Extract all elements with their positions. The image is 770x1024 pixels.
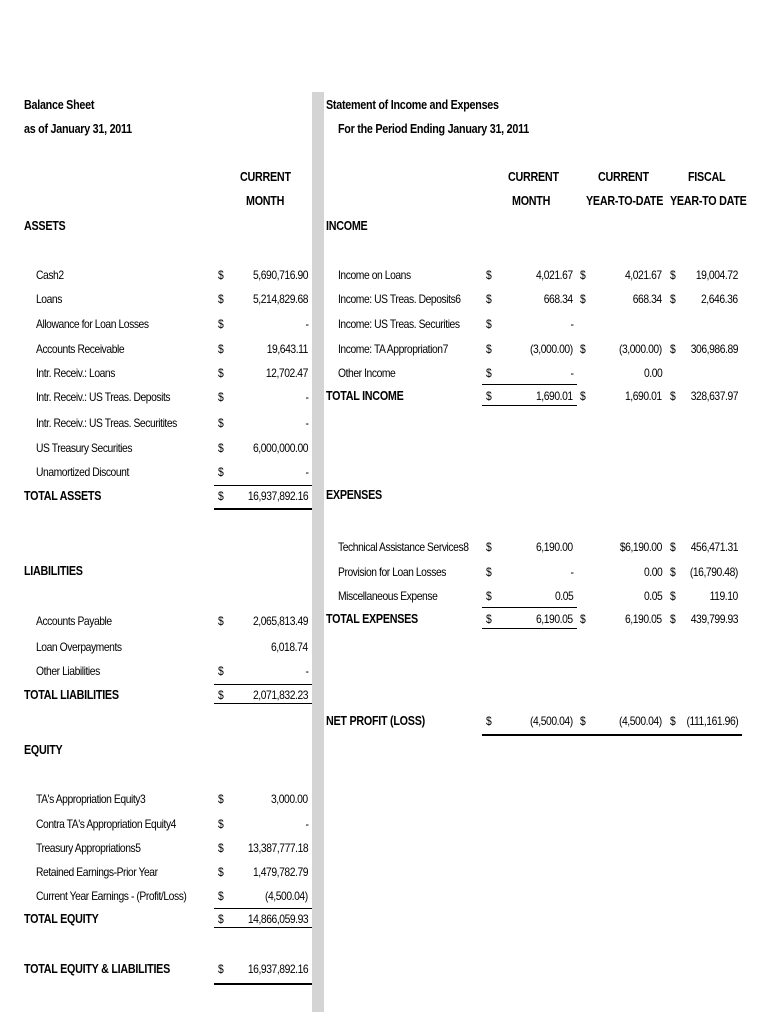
ytd-value: 4,021.67	[625, 268, 662, 282]
liabilities-heading: LIABILITIES	[24, 564, 83, 578]
line-item-label: TOTAL EQUITY & LIABILITIES	[24, 962, 170, 976]
income-line-label: TOTAL EXPENSES	[326, 612, 418, 626]
currency-symbol: $	[218, 614, 224, 628]
income-subtitle: For the Period Ending January 31, 2011	[338, 122, 529, 136]
fiscal-ytd-value: 456,471.31	[690, 540, 738, 554]
line-item-label: TOTAL EQUITY	[24, 912, 99, 926]
income-line-label: Other Income	[338, 366, 396, 380]
line-item-value: 16,937,892.16	[247, 489, 308, 503]
currency-symbol: $	[486, 589, 492, 603]
line-item-label: Other Liabilities	[36, 664, 100, 678]
ytd-value: (3,000.00)	[619, 342, 662, 356]
currency-symbol: $	[670, 389, 676, 403]
line-item-label: Loan Overpayments	[36, 640, 122, 654]
currency-symbol: $	[670, 589, 676, 603]
currency-symbol: $	[218, 817, 224, 831]
balance-col-header-1: CURRENT	[240, 170, 291, 184]
balance-title: Balance Sheet	[24, 98, 95, 112]
currency-symbol: $	[218, 889, 224, 903]
line-item-value: 3,000.00	[271, 792, 308, 806]
income-line-label: Provision for Loan Losses	[338, 565, 446, 579]
line-item-value: -	[304, 465, 308, 479]
line-item-label: Unamortized Discount	[36, 465, 129, 479]
line-item-label: Contra TA's Appropriation Equity4	[36, 817, 176, 831]
line-item-label: Treasury Appropriations5	[36, 841, 141, 855]
currency-symbol: $	[218, 342, 224, 356]
line-item-label: Allowance for Loan Losses	[36, 317, 149, 331]
line-item-value: 16,937,892.16	[247, 962, 308, 976]
line-item-value: 14,866,059.93	[247, 912, 308, 926]
total-expenses-underline	[482, 628, 577, 629]
ytd-value: 0.00	[643, 366, 662, 380]
line-item-label: TOTAL ASSETS	[24, 489, 102, 503]
currency-symbol: $	[486, 389, 492, 403]
line-item-label: Current Year Earnings - (Profit/Loss)	[36, 889, 187, 903]
currency-symbol: $	[486, 540, 492, 554]
balance-subtitle: as of January 31, 2011	[24, 122, 132, 136]
currency-symbol: $	[580, 342, 586, 356]
currency-symbol: $	[670, 714, 676, 728]
line-item-value: 5,690,716.90	[252, 268, 308, 282]
fiscal-ytd-value: 19,004.72	[695, 268, 738, 282]
net-profit-double-rule	[482, 734, 742, 736]
currency-symbol: $	[218, 416, 224, 430]
income-line-label: NET PROFIT (LOSS)	[326, 714, 425, 728]
line-item-label: Cash2	[36, 268, 64, 282]
currency-symbol: $	[218, 688, 224, 702]
ytd-value: $6,190.00	[619, 540, 662, 554]
current-month-value: 4,021.67	[536, 268, 573, 282]
line-item-label: TOTAL LIABILITIES	[24, 688, 119, 702]
ytd-value: (4,500.04)	[619, 714, 662, 728]
currency-symbol: $	[580, 268, 586, 282]
income-line-label: Income: US Treas. Securities	[338, 317, 460, 331]
currency-symbol: $	[218, 292, 224, 306]
fiscal-ytd-value	[658, 315, 738, 333]
currency-symbol: $	[486, 612, 492, 626]
currency-symbol: $	[218, 268, 224, 282]
fiscal-ytd-value: 439,799.93	[690, 612, 738, 626]
ytd-value	[572, 315, 662, 333]
equity-heading: EQUITY	[24, 743, 63, 757]
line-item-value: 12,702.47	[265, 366, 308, 380]
income-title: Statement of Income and Expenses	[326, 98, 499, 112]
current-month-value: (4,500.04)	[530, 714, 573, 728]
income-line-label: Income on Loans	[338, 268, 411, 282]
current-month-value: 6,190.05	[536, 612, 573, 626]
ytd-value: 668.34	[633, 292, 662, 306]
column-divider	[312, 92, 324, 1012]
assets-heading: ASSETS	[24, 219, 66, 233]
line-item-value: -	[304, 317, 308, 331]
line-item-label: Intr. Receiv.: US Treas. Securitites	[36, 416, 177, 430]
currency-symbol: $	[486, 714, 492, 728]
currency-symbol: $	[670, 612, 676, 626]
currency-symbol: $	[218, 841, 224, 855]
income-line-label: Miscellaneous Expense	[338, 589, 438, 603]
line-item-value: (4,500.04)	[265, 889, 308, 903]
currency-symbol: $	[670, 540, 676, 554]
currency-symbol: $	[218, 366, 224, 380]
currency-symbol: $	[218, 465, 224, 479]
current-month-value: -	[569, 317, 573, 331]
line-item-value: -	[304, 390, 308, 404]
total-assets-rule	[214, 485, 312, 486]
total-income-rule	[482, 384, 577, 385]
currency-symbol: $	[580, 292, 586, 306]
fiscal-ytd-value: 328,637.97	[690, 389, 738, 403]
fiscal-ytd-value: 119.10	[709, 589, 738, 603]
currency-symbol: $	[218, 962, 224, 976]
line-item-label: Accounts Receivable	[36, 342, 125, 356]
line-item-label: Accounts Payable	[36, 614, 112, 628]
currency-symbol: $	[486, 268, 492, 282]
line-item-label: Retained Earnings-Prior Year	[36, 865, 158, 879]
total-liabilities-underline	[214, 703, 312, 704]
line-item-label: Intr. Receiv.: Loans	[36, 366, 115, 380]
income-col1-header-a: CURRENT	[508, 170, 559, 184]
currency-symbol: $	[580, 714, 586, 728]
line-item-value: -	[304, 416, 308, 430]
currency-symbol: $	[670, 565, 676, 579]
income-col3-header-b: YEAR-TO DATE	[670, 194, 747, 208]
line-item-label: Intr. Receiv.: US Treas. Deposits	[36, 390, 171, 404]
expenses-heading: EXPENSES	[326, 488, 382, 502]
ytd-value: 1,690.01	[625, 389, 662, 403]
total-expenses-rule	[482, 607, 577, 608]
income-col3-header-a: FISCAL	[688, 170, 726, 184]
current-month-value: 0.05	[554, 589, 573, 603]
balance-col-header-2: MONTH	[246, 194, 285, 208]
currency-symbol: $	[218, 792, 224, 806]
line-item-value: 2,065,813.49	[252, 614, 308, 628]
current-month-value: (3,000.00)	[530, 342, 573, 356]
currency-symbol: $	[486, 317, 492, 331]
currency-symbol: $	[670, 292, 676, 306]
fiscal-ytd-value: (16,790.48)	[689, 565, 738, 579]
line-item-value: 6,000,000.00	[252, 441, 308, 455]
income-line-label: Technical Assistance Services8	[338, 540, 469, 554]
total-liabilities-rule	[214, 684, 312, 685]
currency-symbol: $	[670, 342, 676, 356]
current-month-value: 6,190.00	[536, 540, 573, 554]
line-item-value: -	[304, 817, 308, 831]
ytd-value: 0.05	[643, 589, 662, 603]
currency-symbol: $	[218, 390, 224, 404]
ytd-value: 0.00	[643, 565, 662, 579]
line-item-value: 5,214,829.68	[252, 292, 308, 306]
fiscal-ytd-value: (111,161.96)	[686, 714, 738, 728]
current-month-value: -	[569, 565, 573, 579]
income-col2-header-b: YEAR-TO-DATE	[586, 194, 664, 208]
currency-symbol: $	[486, 342, 492, 356]
currency-symbol: $	[218, 489, 224, 503]
income-col1-header-b: MONTH	[512, 194, 551, 208]
currency-symbol: $	[580, 389, 586, 403]
currency-symbol: $	[218, 441, 224, 455]
current-month-value: 1,690.01	[536, 389, 573, 403]
line-item-value: 1,479,782.79	[252, 865, 308, 879]
fiscal-ytd-value: 306,986.89	[690, 342, 738, 356]
line-item-label: TA's Appropriation Equity3	[36, 792, 146, 806]
total-income-underline	[482, 405, 577, 406]
fiscal-ytd-value	[658, 364, 738, 382]
currency-symbol: $	[218, 317, 224, 331]
income-line-label: Income: TA Appropriation7	[338, 342, 448, 356]
line-item-value: 2,071,832.23	[252, 688, 308, 702]
total-eq-liab-double-rule	[214, 983, 312, 985]
currency-symbol: $	[486, 565, 492, 579]
currency-symbol: $	[486, 366, 492, 380]
income-heading: INCOME	[326, 219, 368, 233]
currency-symbol: $	[580, 612, 586, 626]
ytd-value: 6,190.05	[625, 612, 662, 626]
currency-symbol: $	[218, 664, 224, 678]
currency-symbol: $	[670, 268, 676, 282]
current-month-value: 668.34	[544, 292, 573, 306]
line-item-value: 13,387,777.18	[247, 841, 308, 855]
currency-symbol: $	[486, 292, 492, 306]
total-assets-double-rule	[214, 508, 312, 510]
income-line-label: Income: US Treas. Deposits6	[338, 292, 461, 306]
fiscal-ytd-value: 2,646.36	[701, 292, 738, 306]
total-equity-rule	[214, 908, 312, 909]
line-item-label: Loans	[36, 292, 62, 306]
currency-symbol: $	[218, 865, 224, 879]
currency-symbol: $	[218, 912, 224, 926]
line-item-label: US Treasury Securities	[36, 441, 133, 455]
income-line-label: TOTAL INCOME	[326, 389, 404, 403]
line-item-value: 19,643.11	[266, 342, 308, 356]
income-col2-header-a: CURRENT	[598, 170, 649, 184]
line-item-value: 6,018.74	[271, 640, 308, 654]
total-equity-underline	[214, 927, 312, 928]
line-item-value: -	[304, 664, 308, 678]
current-month-value: -	[569, 366, 573, 380]
